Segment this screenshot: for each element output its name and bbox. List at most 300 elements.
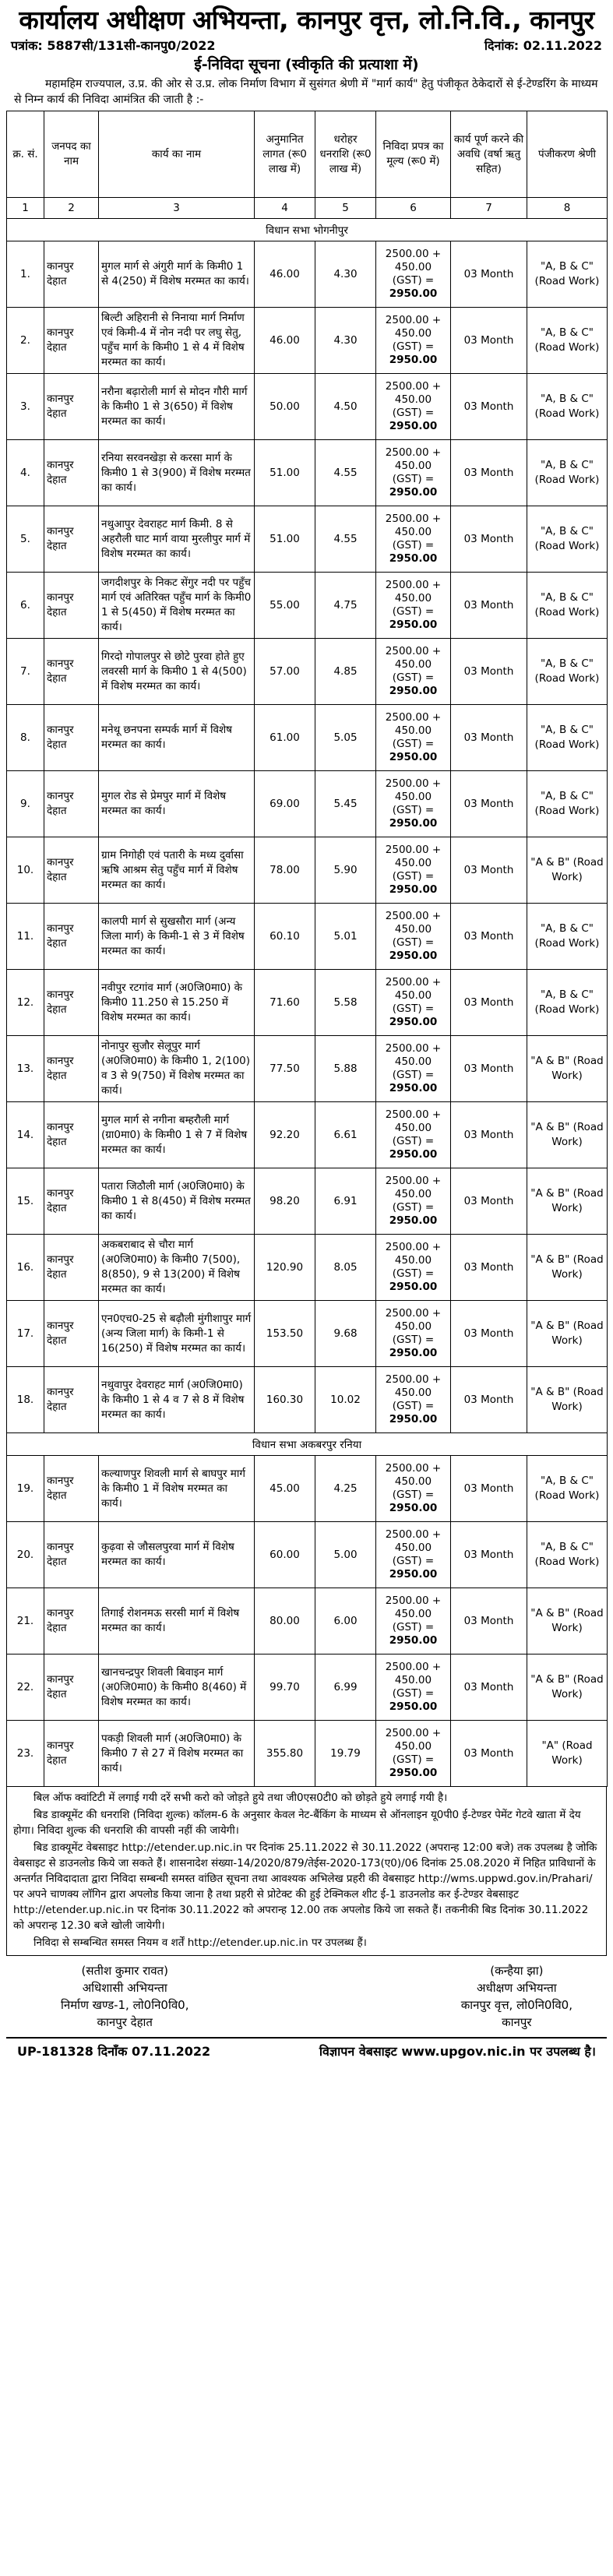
fee-gst: 450.00 (GST) = (392, 923, 435, 949)
district-cell: कानपुर देहात (44, 1654, 99, 1721)
signatory-name: (सतीश कुमार रावत) (81, 1964, 168, 1978)
tender-fee-cell (376, 241, 451, 308)
fee-total: 2950.00 (389, 1568, 438, 1580)
registration-class-cell: "A, B & C" (Road Work) (527, 308, 608, 374)
column-index: 2 (44, 198, 99, 219)
footer-ad-number: UP-181328 दिनाँक 07.11.2022 (17, 2044, 211, 2059)
fee-total: 2950.00 (389, 1700, 438, 1713)
footer-bar (6, 2037, 607, 2060)
earnest-money-cell: 4.30 (315, 308, 376, 374)
serial-cell: 9. (7, 771, 44, 837)
column-index: 4 (255, 198, 315, 219)
serial-cell: 15. (7, 1168, 44, 1235)
district-cell: कानपुर देहात (44, 1102, 99, 1168)
estimated-cost-cell: 99.70 (255, 1654, 315, 1721)
fee-gst: 450.00 (GST) = (392, 1608, 435, 1633)
fee-base: 2500.00 + (385, 1661, 442, 1673)
completion-period-cell: 03 Month (451, 1456, 527, 1522)
district-cell: कानपुर देहात (44, 639, 99, 705)
work-name-cell: ग्राम निगोही एवं पतारी के मध्य दुर्वासा ऋषि आश्रम सेतु पहुँच मार्ग में विशेष मरम्मत का कार्य। (99, 837, 255, 904)
district-cell: कानपुर देहात (44, 1301, 99, 1367)
column-index-row (7, 198, 608, 219)
fee-gst: 450.00 (GST) = (392, 1542, 435, 1567)
fee-gst: 450.00 (GST) = (392, 1475, 435, 1501)
office-title: कार्यालय अधीक्षण अभियन्ता, कानपुर वृत्त, लो.नि.वि., कानपुर (19, 5, 594, 35)
completion-period-cell: 03 Month (451, 440, 527, 506)
fee-gst: 450.00 (GST) = (392, 1254, 435, 1280)
completion-period-cell: 03 Month (451, 904, 527, 970)
work-name-cell: बिल्टी अहिरानी से निनाया मार्ग निर्माण एवं किमी-4 में नोन नदी पर लघु सेतु, पहुँच मार्ग के किमी0 1 से 4 में विशेष मरम्मत का कार्य। (99, 308, 255, 374)
work-name-cell: तिगाई रोशनमऊ सरसी मार्ग में विशेष मरम्मत का कार्य। (99, 1588, 255, 1654)
earnest-money-cell: 5.05 (315, 705, 376, 771)
earnest-money-cell: 6.61 (315, 1102, 376, 1168)
column-index: 3 (99, 198, 255, 219)
earnest-money-cell: 19.79 (315, 1721, 376, 1787)
reference-number: पत्रांक: 5887सी/131सी-कानपु0/2022 (11, 38, 216, 53)
tender-notice-page (6, 0, 607, 2060)
estimated-cost-cell: 160.30 (255, 1367, 315, 1433)
fee-base: 2500.00 + (385, 1307, 442, 1320)
serial-cell: 1. (7, 241, 44, 308)
signature-superintending-engineer (461, 1962, 572, 2031)
signatory-designation: अधिशासी अभियन्ता (82, 1981, 167, 1995)
estimated-cost-cell: 60.10 (255, 904, 315, 970)
fee-total: 2950.00 (389, 950, 438, 962)
fee-gst: 450.00 (GST) = (392, 1387, 435, 1412)
fee-gst: 450.00 (GST) = (392, 393, 435, 419)
earnest-money-cell: 6.91 (315, 1168, 376, 1235)
earnest-money-cell: 4.25 (315, 1456, 376, 1522)
district-cell: कानपुर देहात (44, 241, 99, 308)
serial-cell: 4. (7, 440, 44, 506)
work-name-cell: पकड़ी शिवली मार्ग (अ0जि0मा0) के किमी0 7 से 27 में विशेष मरम्मत का कार्य। (99, 1721, 255, 1787)
section-row (7, 219, 608, 241)
fee-base: 2500.00 + (385, 1595, 442, 1607)
estimated-cost-cell: 153.50 (255, 1301, 315, 1367)
earnest-money-cell: 4.55 (315, 506, 376, 573)
table-row (7, 1456, 608, 1522)
district-cell: कानपुर देहात (44, 1522, 99, 1588)
completion-period-cell: 03 Month (451, 1522, 527, 1588)
work-name-cell: कुढ़वा से जौसलपुरवा मार्ग में विशेष मरम्मत का कार्य। (99, 1522, 255, 1588)
table-row (7, 1721, 608, 1787)
column-index: 1 (7, 198, 44, 219)
registration-class-cell: "A" (Road Work) (527, 1721, 608, 1787)
fee-base: 2500.00 + (385, 1727, 442, 1739)
district-cell: कानपुर देहात (44, 970, 99, 1036)
fee-total: 2950.00 (389, 1148, 438, 1161)
registration-class-cell: "A, B & C" (Road Work) (527, 374, 608, 440)
fee-gst: 450.00 (GST) = (392, 1674, 435, 1700)
estimated-cost-cell: 98.20 (255, 1168, 315, 1235)
serial-cell: 16. (7, 1235, 44, 1301)
table-row (7, 639, 608, 705)
earnest-money-cell: 5.90 (315, 837, 376, 904)
registration-class-cell: "A, B & C" (Road Work) (527, 771, 608, 837)
fee-total: 2950.00 (389, 883, 438, 896)
serial-cell: 23. (7, 1721, 44, 1787)
fee-gst: 450.00 (GST) = (392, 857, 435, 883)
earnest-money-cell: 4.55 (315, 440, 376, 506)
completion-period-cell: 03 Month (451, 241, 527, 308)
signature-block (6, 1956, 607, 2031)
estimated-cost-cell: 61.00 (255, 705, 315, 771)
registration-class-cell: "A & B" (Road Work) (527, 1102, 608, 1168)
tender-fee-cell (376, 1301, 451, 1367)
fee-gst: 450.00 (GST) = (392, 1188, 435, 1214)
district-cell: कानपुर देहात (44, 1456, 99, 1522)
work-name-cell: रनिया सरवनखेड़ा से करसा मार्ग के किमी0 1 से 3(900) में विशेष मरम्मत का कार्य। (99, 440, 255, 506)
fee-total: 2950.00 (389, 1016, 438, 1028)
fee-gst: 450.00 (GST) = (392, 327, 435, 353)
table-row (7, 1036, 608, 1102)
registration-class-cell: "A & B" (Road Work) (527, 837, 608, 904)
earnest-money-cell: 10.02 (315, 1367, 376, 1433)
signatory-place: कानपुर देहात (97, 2015, 153, 2029)
column-index: 5 (315, 198, 376, 219)
work-name-cell: पतारा जिठौली मार्ग (अ0जि0मा0) के किमी0 1 से 8(450) में विशेष मरम्मत का कार्य। (99, 1168, 255, 1235)
completion-period-cell: 03 Month (451, 639, 527, 705)
fee-total: 2950.00 (389, 486, 438, 499)
table-row (7, 241, 608, 308)
fee-total: 2950.00 (389, 1281, 438, 1293)
tender-fee-cell (376, 1522, 451, 1588)
district-cell: कानपुर देहात (44, 1168, 99, 1235)
tender-fee-cell (376, 1235, 451, 1301)
completion-period-cell: 03 Month (451, 374, 527, 440)
estimated-cost-cell: 71.60 (255, 970, 315, 1036)
completion-period-cell: 03 Month (451, 1588, 527, 1654)
work-name-cell: मुगल मार्ग से अंगुरी मार्ग के किमी0 1 से 4(250) में विशेष मरम्मत का कार्य। (99, 241, 255, 308)
table-row (7, 440, 608, 506)
signature-executive-engineer (61, 1962, 188, 2031)
serial-cell: 7. (7, 639, 44, 705)
fee-gst: 450.00 (GST) = (392, 526, 435, 551)
work-name-cell: मुगल रोड से प्रेमपुर मार्ग में विशेष मरम्मत का कार्य। (99, 771, 255, 837)
tender-fee-cell (376, 440, 451, 506)
completion-period-cell: 03 Month (451, 970, 527, 1036)
intro-paragraph: महामहिम राज्यपाल, उ.प्र. की ओर से उ.प्र. लोक निर्माण विभाग में सुसंगत श्रेणी में "मार्ग कार्य" हेतु पंजीकृत ठेकेदारों से ई-टेण्डरिंग के माध्यम से निम्न कार्य की निविदा आमंत्रित की जाती है :- (14, 78, 598, 106)
estimated-cost-cell: 46.00 (255, 241, 315, 308)
earnest-money-cell: 5.00 (315, 1522, 376, 1588)
completion-period-cell: 03 Month (451, 1367, 527, 1433)
completion-period-cell: 03 Month (451, 1654, 527, 1721)
fee-total: 2950.00 (389, 817, 438, 830)
signatory-designation: अधीक्षण अभियन्ता (477, 1981, 557, 1995)
estimated-cost-cell: 50.00 (255, 374, 315, 440)
earnest-money-cell: 4.85 (315, 639, 376, 705)
tender-fee-cell (376, 374, 451, 440)
fee-gst: 450.00 (GST) = (392, 791, 435, 816)
note-item: बिड डाक्यूमेंट की धनराशि (निविदा शुल्क) कॉलम-6 के अनुसार केवल नेट-बैंकिंग के माध्यम से ऑनलाइन यू0पी0 ई-टेण्डर पेमेंट गेटवे खाता में देय होगा। निविदा शुल्क की धनराशि की वापसी नहीं की जायेगी। (13, 1809, 581, 1837)
serial-cell: 20. (7, 1522, 44, 1588)
table-row (7, 573, 608, 639)
column-index: 7 (451, 198, 527, 219)
fee-total: 2950.00 (389, 420, 438, 432)
table-row (7, 705, 608, 771)
estimated-cost-cell: 45.00 (255, 1456, 315, 1522)
section-title: विधान सभा भोगनीपुर (7, 219, 608, 241)
reference-line (6, 37, 607, 55)
column-index: 8 (527, 198, 608, 219)
table-row (7, 506, 608, 573)
work-name-cell: खानचन्द्रपुर शिवली बिवाइन मार्ग (अ0जि0मा0) के किमी0 8(460) में विशेष मरम्मत का कार्य। (99, 1654, 255, 1721)
header-district: जनपद का नाम (44, 111, 99, 198)
table-row (7, 308, 608, 374)
estimated-cost-cell: 55.00 (255, 573, 315, 639)
tender-fee-cell (376, 1456, 451, 1522)
completion-period-cell: 03 Month (451, 705, 527, 771)
table-row (7, 1102, 608, 1168)
section-title: विधान सभा अकबरपुर रनिया (7, 1433, 608, 1456)
table-row (7, 1367, 608, 1433)
registration-class-cell: "A, B & C" (Road Work) (527, 1522, 608, 1588)
notice-date: दिनांक: 02.11.2022 (484, 38, 602, 53)
district-cell: कानपुर देहात (44, 771, 99, 837)
tender-fee-cell (376, 837, 451, 904)
earnest-money-cell: 5.01 (315, 904, 376, 970)
district-cell: कानपुर देहात (44, 374, 99, 440)
header-registration-class: पंजीकरण श्रेणी (527, 111, 608, 198)
table-row (7, 1235, 608, 1301)
registration-class-cell: "A, B & C" (Road Work) (527, 506, 608, 573)
registration-class-cell: "A & B" (Road Work) (527, 1168, 608, 1235)
fee-gst: 450.00 (GST) = (392, 1320, 435, 1346)
completion-period-cell: 03 Month (451, 1235, 527, 1301)
header-estimated-cost: अनुमानित लागत (रू0 लाख में) (255, 111, 315, 198)
fee-total: 2950.00 (389, 287, 438, 300)
earnest-money-cell: 5.58 (315, 970, 376, 1036)
footer-website-note: विज्ञापन वेबसाइट www.upgov.nic.in पर उपलब्ध है। (319, 2044, 596, 2059)
tender-fee-cell (376, 970, 451, 1036)
registration-class-cell: "A, B & C" (Road Work) (527, 573, 608, 639)
estimated-cost-cell: 120.90 (255, 1235, 315, 1301)
registration-class-cell: "A, B & C" (Road Work) (527, 705, 608, 771)
fee-total: 2950.00 (389, 685, 438, 697)
work-name-cell: नरौना बढ़ारोली मार्ग से मोदन गौरी मार्ग के किमी0 1 से 3(650) में विशेष मरम्मत का कार्य। (99, 374, 255, 440)
fee-base: 2500.00 + (385, 1042, 442, 1055)
earnest-money-cell: 4.75 (315, 573, 376, 639)
tender-fee-cell (376, 771, 451, 837)
fee-base: 2500.00 + (385, 1108, 442, 1121)
serial-cell: 17. (7, 1301, 44, 1367)
tender-fee-cell (376, 308, 451, 374)
district-cell: कानपुर देहात (44, 1721, 99, 1787)
registration-class-cell: "A & B" (Road Work) (527, 1036, 608, 1102)
work-name-cell: नथुवापुर देवराहट मार्ग (अ0जि0मा0) के किमी0 1 से 4 व 7 से 8 में विशेष मरम्मत का कार्य। (99, 1367, 255, 1433)
completion-period-cell: 03 Month (451, 837, 527, 904)
table-row (7, 374, 608, 440)
registration-class-cell: "A, B & C" (Road Work) (527, 440, 608, 506)
estimated-cost-cell: 78.00 (255, 837, 315, 904)
table-row (7, 1588, 608, 1654)
tender-fee-cell (376, 1036, 451, 1102)
registration-class-cell: "A & B" (Road Work) (527, 1367, 608, 1433)
tender-fee-cell (376, 506, 451, 573)
fee-base: 2500.00 + (385, 1528, 442, 1541)
serial-cell: 6. (7, 573, 44, 639)
work-name-cell: मुगल मार्ग से नगीना बम्हरौली मार्ग (ग्रा0मा0) के किमी0 1 से 7 में विशेष मरम्मत का कार्य। (99, 1102, 255, 1168)
fee-gst: 450.00 (GST) = (392, 261, 435, 287)
fee-base: 2500.00 + (385, 1462, 442, 1475)
district-cell: कानपुर देहात (44, 506, 99, 573)
header-tender-fee: निविदा प्रपत्र का मूल्य (रू0 में) (376, 111, 451, 198)
tender-table-body (7, 198, 608, 1787)
serial-cell: 22. (7, 1654, 44, 1721)
completion-period-cell: 03 Month (451, 1036, 527, 1102)
fee-total: 2950.00 (389, 1347, 438, 1359)
fee-base: 2500.00 + (385, 777, 442, 790)
fee-total: 2950.00 (389, 1767, 438, 1779)
fee-base: 2500.00 + (385, 711, 442, 724)
earnest-money-cell: 4.30 (315, 241, 376, 308)
fee-base: 2500.00 + (385, 1241, 442, 1253)
note-item: निविदा से सम्बन्धित समस्त नियम व शर्तें http://etender.up.nic.in पर उपलब्ध हैं। (33, 1936, 367, 1949)
work-name-cell: गिरदो गोपालपुर से छोटे पुरवा होते हुए लवरसी मार्ग के किमी0 1 से 4(500) में विशेष मरम्मत का कार्य। (99, 639, 255, 705)
fee-total: 2950.00 (389, 1502, 438, 1514)
completion-period-cell: 03 Month (451, 1102, 527, 1168)
serial-cell: 10. (7, 837, 44, 904)
estimated-cost-cell: 92.20 (255, 1102, 315, 1168)
registration-class-cell: "A, B & C" (Road Work) (527, 970, 608, 1036)
tender-fee-cell (376, 573, 451, 639)
district-cell: कानपुर देहात (44, 1367, 99, 1433)
serial-cell: 8. (7, 705, 44, 771)
earnest-money-cell: 5.45 (315, 771, 376, 837)
registration-class-cell: "A & B" (Road Work) (527, 1301, 608, 1367)
district-cell: कानपुर देहात (44, 904, 99, 970)
fee-base: 2500.00 + (385, 1373, 442, 1386)
tender-fee-cell (376, 705, 451, 771)
completion-period-cell: 03 Month (451, 1721, 527, 1787)
completion-period-cell: 03 Month (451, 771, 527, 837)
fee-total: 2950.00 (389, 1413, 438, 1425)
fee-gst: 450.00 (GST) = (392, 592, 435, 618)
earnest-money-cell: 9.68 (315, 1301, 376, 1367)
work-name-cell: कालपी मार्ग से सुखसौरा मार्ग (अन्य जिला मार्ग) के किमी-1 से 3 में विशेष मरम्मत का कार्य। (99, 904, 255, 970)
tender-fee-cell (376, 639, 451, 705)
table-row (7, 837, 608, 904)
fee-gst: 450.00 (GST) = (392, 1055, 435, 1081)
fee-gst: 450.00 (GST) = (392, 460, 435, 485)
estimated-cost-cell: 355.80 (255, 1721, 315, 1787)
table-row (7, 970, 608, 1036)
fee-total: 2950.00 (389, 1634, 438, 1647)
header-completion-period: कार्य पूर्ण करने की अवधि (वर्षा ऋतु सहित) (451, 111, 527, 198)
tender-fee-cell (376, 1367, 451, 1433)
fee-base: 2500.00 + (385, 446, 442, 459)
work-name-cell: एन0एच0-25 से बढ़ौली मुंगीशापुर मार्ग (अन्य जिला मार्ग) के किमी-1 से 16(250) में विशेष मरम्मत का कार्य। (99, 1301, 255, 1367)
fee-gst: 450.00 (GST) = (392, 724, 435, 750)
registration-class-cell: "A, B & C" (Road Work) (527, 639, 608, 705)
note-item: बिल ऑफ क्वांटिटी में लगाई गयी दरें सभी करो को जोड़ते हुये तथा जी0एस0टी0 को छोड़ते हुये लगाई गयी है। (33, 1792, 448, 1804)
serial-cell: 19. (7, 1456, 44, 1522)
fee-total: 2950.00 (389, 618, 438, 631)
fee-gst: 450.00 (GST) = (392, 1122, 435, 1147)
serial-cell: 14. (7, 1102, 44, 1168)
fee-total: 2950.00 (389, 1214, 438, 1227)
completion-period-cell: 03 Month (451, 573, 527, 639)
completion-period-cell: 03 Month (451, 506, 527, 573)
work-name-cell: नवीपुर रटगांव मार्ग (अ0जि0मा0) के किमी0 11.250 से 15.250 में विशेष मरम्मत का कार्य। (99, 970, 255, 1036)
tender-fee-cell (376, 1588, 451, 1654)
section-row (7, 1433, 608, 1456)
earnest-money-cell: 6.99 (315, 1654, 376, 1721)
estimated-cost-cell: 51.00 (255, 506, 315, 573)
note-item: बिड डाक्यूमेंट वेबसाइट http://etender.up.nic.in पर दिनांक 25.11.2022 से 30.11.2022 (अपरान्ह 12:00 बजे) तक उपलब्ध है जोकि वेबसाइट से डाउनलोड किये जा सकते हैं। शासनादेश संख्या-14/2020/879/तेईस-2020-173(ए0)/06 दिनांक 25.08.2020 में निहित प्राविधानों के अन्तर्गत निविदादाता द्वारा निविदा सम्बन्धी समस्त वांछित सूचना तथा आवश्यक अभिलेख प्रहरी की वेबसाइट http://wms.uppwd.gov.in/Prahari/ पर अपने चाणक्य लॉगिन द्वारा अपलोड किया जाना है तथा प्रहरी से प्रोटेक्ट की हुई टेक्निकल शीट ई-1 डाउनलोड कर ई-टेण्डर वेबसाइट http://etender.up.nic.in पर दिनांक 30.11.2022 को अपरान्ह 12.00 तक अपलोड किये जा सकते हैं। तकनीकी बिड दिनांक 30.11.2022 को अपरान्ह 12.30 बजे खोली जायेगी। (13, 1841, 597, 1932)
fee-total: 2950.00 (389, 552, 438, 565)
fee-total: 2950.00 (389, 1082, 438, 1094)
table-row (7, 1654, 608, 1721)
district-cell: कानपुर देहात (44, 1235, 99, 1301)
fee-base: 2500.00 + (385, 314, 442, 326)
district-cell: कानपुर देहात (44, 1036, 99, 1102)
table-row (7, 1168, 608, 1235)
district-cell: कानपुर देहात (44, 308, 99, 374)
estimated-cost-cell: 57.00 (255, 639, 315, 705)
fee-base: 2500.00 + (385, 579, 442, 591)
district-cell: कानपुर देहात (44, 837, 99, 904)
signatory-place: कानपुर (502, 2015, 532, 2029)
earnest-money-cell: 4.50 (315, 374, 376, 440)
tender-fee-cell (376, 1721, 451, 1787)
serial-cell: 13. (7, 1036, 44, 1102)
serial-cell: 18. (7, 1367, 44, 1433)
table-row (7, 1522, 608, 1588)
serial-cell: 12. (7, 970, 44, 1036)
fee-total: 2950.00 (389, 354, 438, 366)
work-name-cell: नोनापुर सुजौर सेलूपुर मार्ग (अ0जि0मा0) के किमी0 1, 2(100) व 3 से 9(750) में विशेष मरम्मत का कार्य। (99, 1036, 255, 1102)
fee-gst: 450.00 (GST) = (392, 989, 435, 1015)
fee-total: 2950.00 (389, 751, 438, 763)
tender-fee-cell (376, 1654, 451, 1721)
registration-class-cell: "A & B" (Road Work) (527, 1588, 608, 1654)
serial-cell: 2. (7, 308, 44, 374)
district-cell: कानपुर देहात (44, 573, 99, 639)
table-row (7, 1301, 608, 1367)
table-header-row (7, 111, 608, 198)
header-work-name: कार्य का नाम (99, 111, 255, 198)
completion-period-cell: 03 Month (451, 1168, 527, 1235)
signatory-office: कानपुर वृत्त, लो0नि0वि0, (460, 1998, 572, 2012)
serial-cell: 5. (7, 506, 44, 573)
estimated-cost-cell: 46.00 (255, 308, 315, 374)
column-index: 6 (376, 198, 451, 219)
district-cell: कानपुर देहात (44, 440, 99, 506)
district-cell: कानपुर देहात (44, 1588, 99, 1654)
signatory-office: निर्माण खण्ड-1, लो0नि0वि0, (61, 1998, 189, 2012)
completion-period-cell: 03 Month (451, 1301, 527, 1367)
fee-gst: 450.00 (GST) = (392, 658, 435, 684)
estimated-cost-cell: 60.00 (255, 1522, 315, 1588)
fee-base: 2500.00 + (385, 513, 442, 525)
estimated-cost-cell: 51.00 (255, 440, 315, 506)
fee-base: 2500.00 + (385, 910, 442, 922)
serial-cell: 21. (7, 1588, 44, 1654)
fee-gst: 450.00 (GST) = (392, 1740, 435, 1766)
signatory-name: (कन्हैया झा) (490, 1964, 544, 1978)
table-row (7, 771, 608, 837)
serial-cell: 11. (7, 904, 44, 970)
work-name-cell: अकबराबाद से चौरा मार्ग (अ0जि0मा0) के किमी0 7(500), 8(850), 9 से 13(200) में विशेष मरम्मत का कार्य। (99, 1235, 255, 1301)
estimated-cost-cell: 69.00 (255, 771, 315, 837)
work-name-cell: कल्याणपुर शिवली मार्ग से बाघपुर मार्ग के किमी0 1 में विशेष मरम्मत का कार्य। (99, 1456, 255, 1522)
tender-table (6, 111, 608, 1787)
fee-base: 2500.00 + (385, 645, 442, 657)
registration-class-cell: "A & B" (Road Work) (527, 1235, 608, 1301)
tender-fee-cell (376, 1168, 451, 1235)
district-cell: कानपुर देहात (44, 705, 99, 771)
